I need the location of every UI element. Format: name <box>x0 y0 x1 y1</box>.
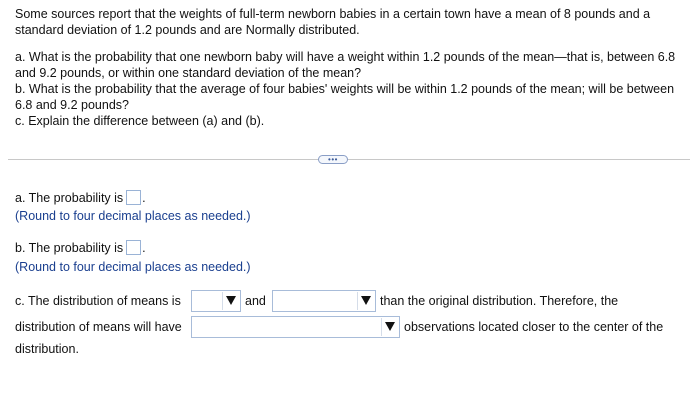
answer-a-input[interactable] <box>126 190 141 205</box>
distribution-width-dropdown[interactable] <box>191 290 241 312</box>
more-options-button[interactable] <box>318 155 348 164</box>
answer-a-hint: (Round to four decimal places as needed.) <box>15 209 251 223</box>
answer-c-line1-suffix: than the original distribution. Therefore, the <box>380 294 619 308</box>
answer-c-line3: distribution. <box>15 342 79 356</box>
problem-statement <box>15 6 687 129</box>
answer-c-line2-prefix: distribution of means will have <box>15 320 182 334</box>
answer-b-line <box>15 240 146 255</box>
question-a: a. What is the probability that one newborn baby will have a weight within 1.2 pounds of the mean—that is, between 6.8 and 9.2 pounds, or within one standard deviation of the mean? <box>15 50 676 80</box>
answer-c-line2-suffix: observations located closer to the center of the <box>404 320 664 334</box>
chevron-down-icon <box>385 322 395 331</box>
answer-a-period: . <box>142 190 146 205</box>
question-b: b. What is the probability that the average of four babies' weights will be within 1.2 pounds of the mean; will be between 6.8 and 9.2 pounds? <box>15 82 675 112</box>
question-c: c. Explain the difference between (a) and (b). <box>15 114 265 128</box>
ellipsis-icon: ••• <box>328 154 338 164</box>
section-divider <box>8 159 690 160</box>
answer-b-label: b. The probability is <box>15 240 124 255</box>
observations-amount-dropdown[interactable] <box>191 316 400 338</box>
chevron-down-icon <box>226 296 236 305</box>
answer-a-label: a. The probability is <box>15 190 124 205</box>
answer-b-period: . <box>142 240 146 255</box>
answer-b-input[interactable] <box>126 240 141 255</box>
answer-c-line1-prefix: c. The distribution of means is <box>15 294 181 308</box>
answer-b-hint: (Round to four decimal places as needed.) <box>15 260 251 274</box>
answer-c-and: and <box>245 294 266 308</box>
chevron-down-icon <box>361 296 371 305</box>
distribution-comparison-dropdown[interactable] <box>272 290 376 312</box>
problem-intro: Some sources report that the weights of full-term newborn babies in a certain town have a mean of 8 pounds and a standard deviation of 1.2 pounds and are Normally distributed. <box>15 7 651 37</box>
answer-a-line <box>15 190 146 205</box>
